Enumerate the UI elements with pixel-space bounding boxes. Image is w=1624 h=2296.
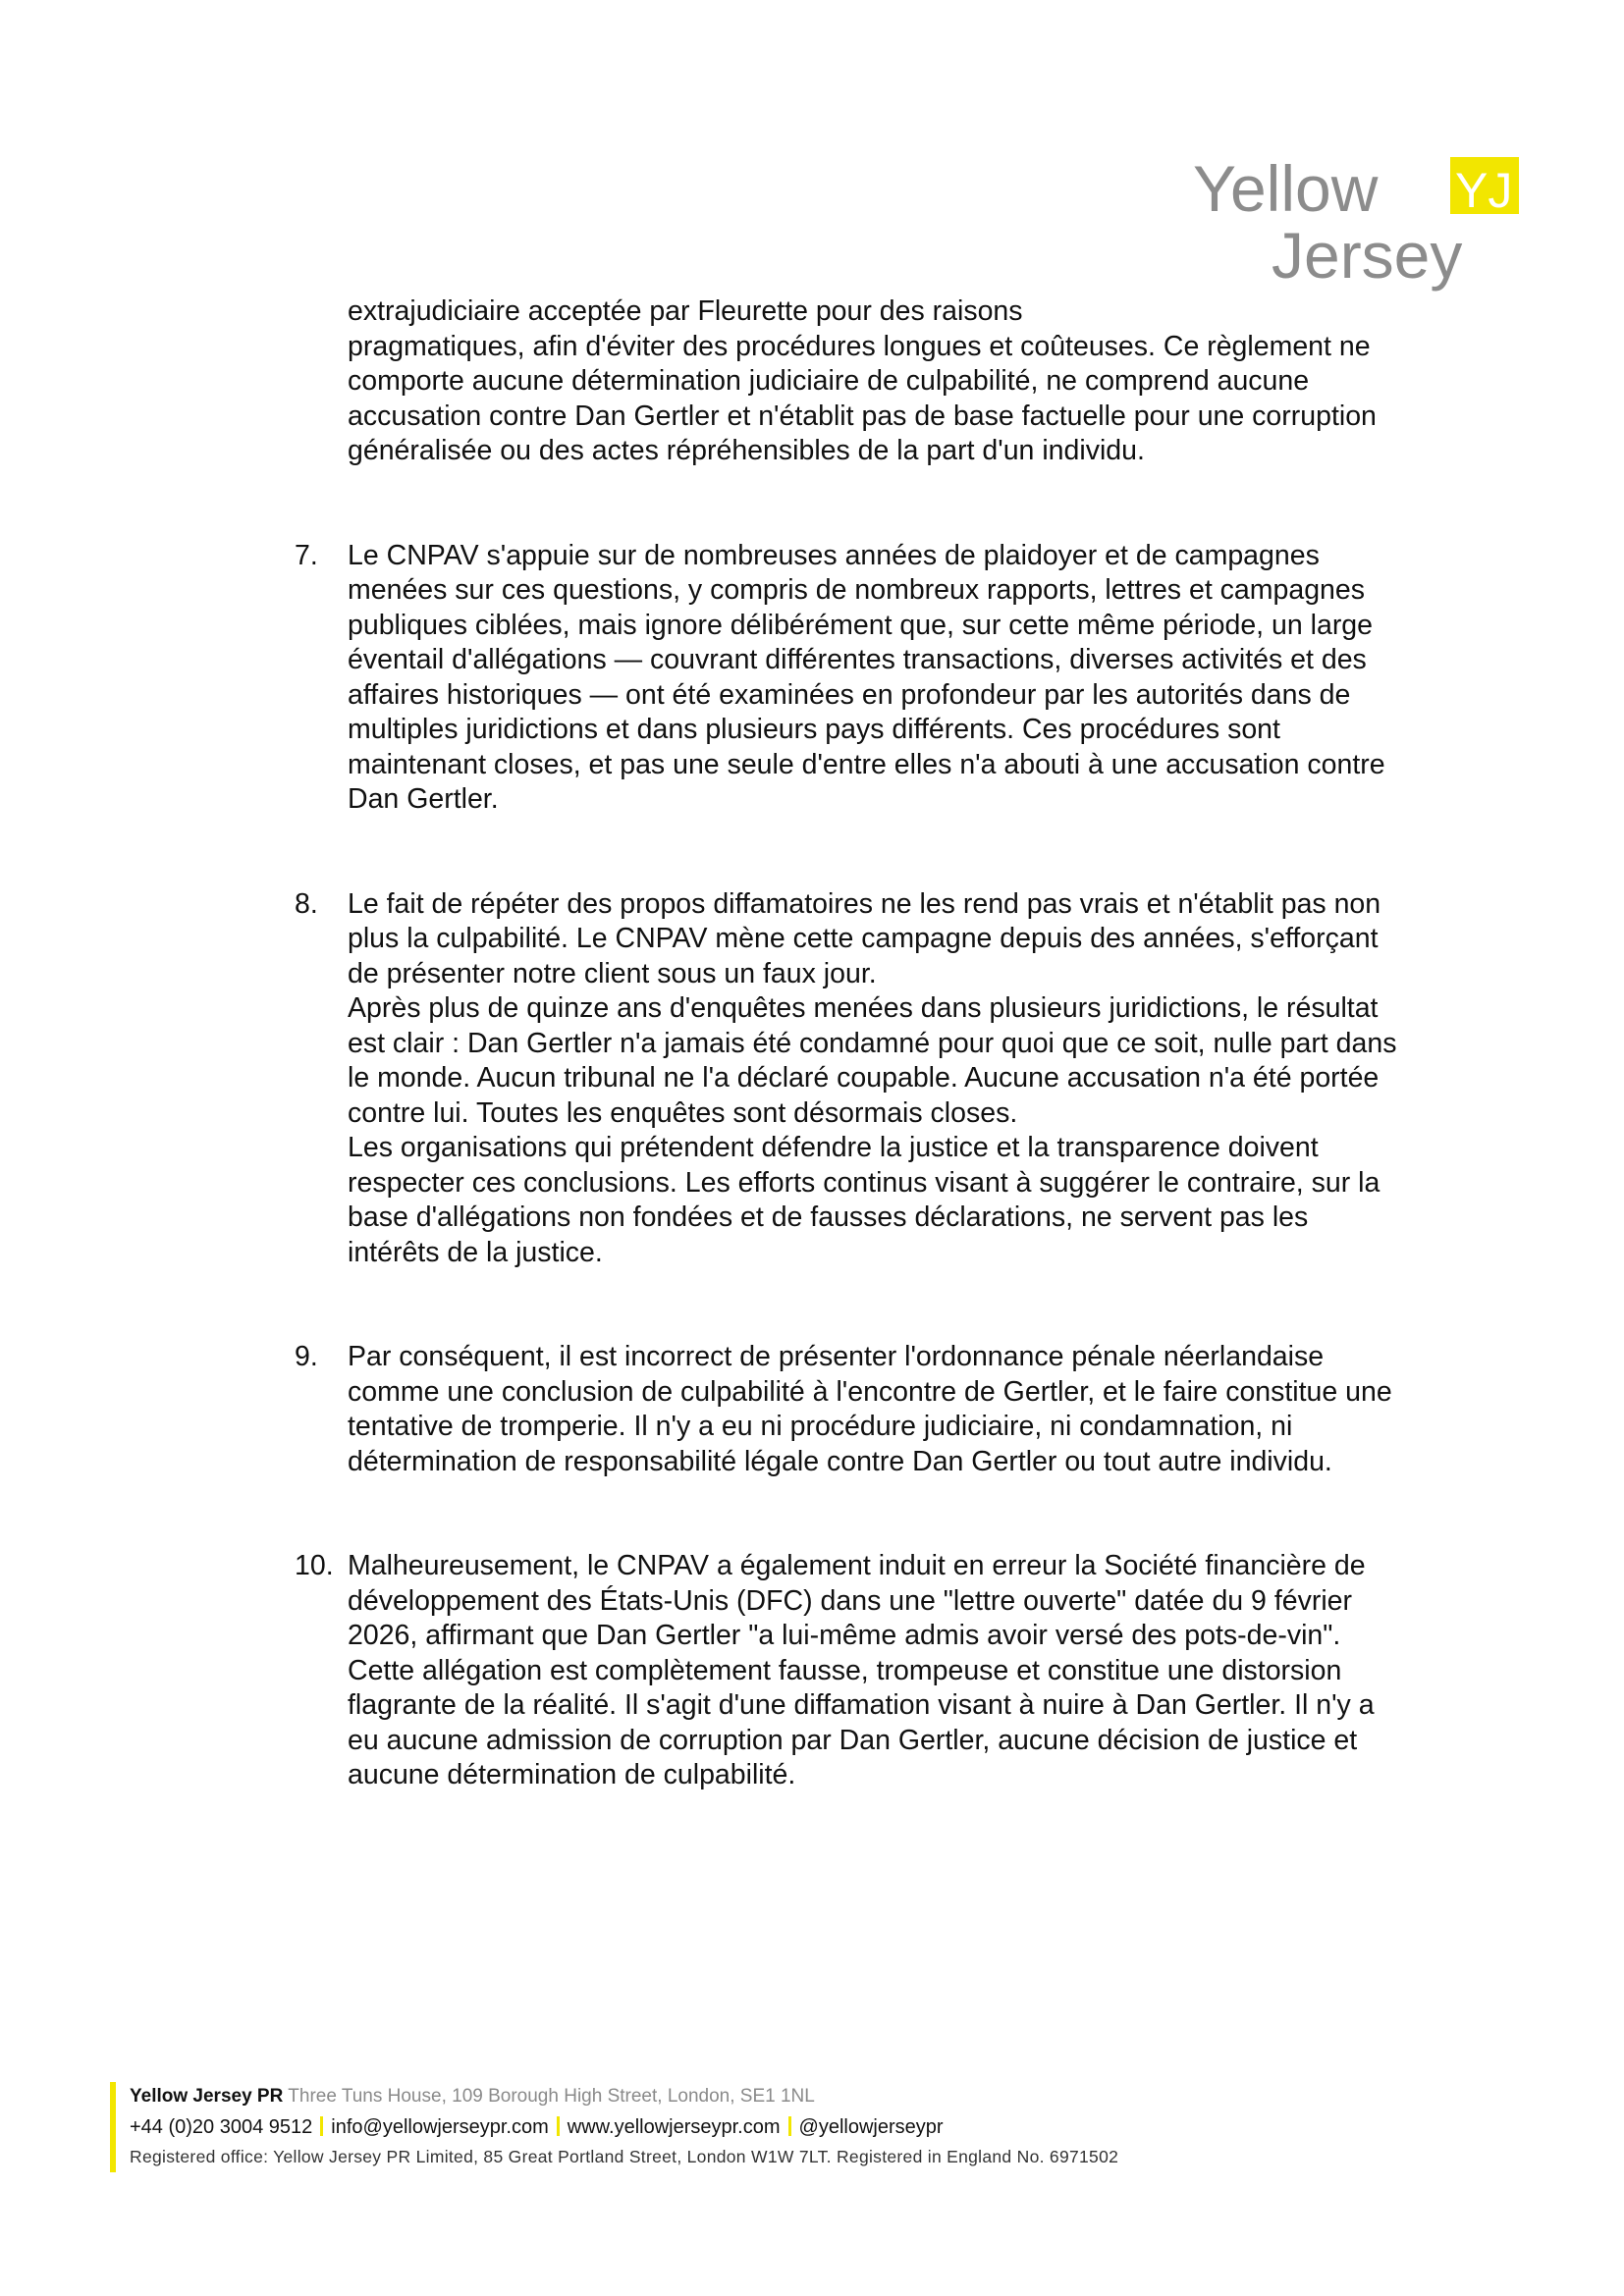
footer-social[interactable]: @yellowjerseypr (798, 2116, 944, 2138)
logo-word-jersey: Jersey (1272, 219, 1463, 292)
list-item-8 (295, 887, 1404, 1271)
item-paragraph: Après plus de quinze ans d'enquêtes menées dans plusieurs juridictions, le résultat est clair : Dan Gertler n'a jamais été condamné pour quoi que ce soit, nulle part dans le monde. Aucun tribunal ne l'a déclaré coupable. Aucune accusation n'a été portée contre lui. Toutes les enquêtes sont désormais closes. (348, 992, 1397, 1129)
footer-address: Three Tuns House, 109 Borough High Street, London, SE1 1NL (288, 2086, 815, 2107)
item-paragraph: Par conséquent, il est incorrect de présenter l'ordonnance pénale néerlandaise comme une conclusion de culpabilité à l'encontre de Gertler, et le faire constitue une tentative de tromperie. Il n'y a eu ni procédure judiciaire, ni condamnation, ni détermination de responsabilité légale contre Dan Gertler ou tout autre individu. (348, 1341, 1392, 1477)
footer-company: Yellow Jersey PR (130, 2086, 284, 2107)
logo-word-yellow: Yellow (1193, 152, 1379, 225)
footer-address-line (130, 2086, 815, 2108)
logo-mark-yj: YJ (1455, 163, 1513, 218)
footer-separator (557, 2116, 560, 2136)
list-item-7 (295, 539, 1404, 818)
item-body (348, 539, 1404, 818)
footer-contact-line (130, 2116, 944, 2139)
item-body (348, 887, 1404, 1271)
list-item-9 (295, 1340, 1404, 1479)
item-paragraph: Le CNPAV s'appuie sur de nombreuses années de plaidoyer et de campagnes menées sur ces questions, y compris de nombreux rapports, lettres et campagnes publiques ciblées, mais ignore délibérément que, sur cette même période, un large éventail d'allégations — couvrant différentes transactions, diverses activités et des affaires historiques — ont été examinées en profondeur par les autorités dans de multiples juridictions et dans plusieurs pays différents. Ces procédures sont maintenant closes, et pas une seule d'entre elles n'a abouti à une accusation contre Dan Gertler. (348, 539, 1385, 815)
item-body (348, 1340, 1404, 1479)
item-body (348, 1549, 1404, 1793)
item-number: 9. (295, 1341, 318, 1372)
item-number: 10. (295, 1550, 334, 1581)
yellow-jersey-logo (1193, 152, 1546, 314)
item-number: 8. (295, 887, 318, 920)
continued-line-1: extrajudiciaire acceptée par Fleurette pour des raisons (348, 295, 1023, 327)
footer-separator (320, 2116, 323, 2136)
document-body (295, 294, 1404, 1793)
continued-paragraph (348, 294, 1404, 469)
footer-phone: +44 (0)20 3004 9512 (130, 2116, 313, 2138)
item-paragraph: Le fait de répéter des propos diffamatoires ne les rend pas vrais et n'établit pas non plus la culpabilité. Le CNPAV mène cette campagne depuis des années, s'efforçant de présenter notre client sous un faux jour. (348, 887, 1381, 989)
page-footer (110, 2082, 1386, 2172)
footer-email[interactable]: info@yellowjerseypr.com (331, 2116, 549, 2138)
item-number: 7. (295, 539, 318, 571)
item-paragraph: Malheureusement, le CNPAV a également induit en erreur la Société financière de développement des États-Unis (DFC) dans une "lettre ouverte" datée du 9 février 2026, affirmant que Dan Gertler "a lui-même admis avoir versé des pots-de-vin". Cette allégation est complètement fausse, trompeuse et constitue une distorsion flagrante de la réalité. Il s'agit d'une diffamation visant à nuire à Dan Gertler. Il n'y a eu aucune admission de corruption par Dan Gertler, aucune décision de justice et aucune détermination de culpabilité. (348, 1550, 1375, 1790)
footer-separator (788, 2116, 791, 2136)
item-paragraph: Les organisations qui prétendent défendre la justice et la transparence doivent respecter ces conclusions. Les efforts continus visant à suggérer le contraire, sur la base d'allégations non fondées et de fausses déclarations, ne servent pas les intérêts de la justice. (348, 1132, 1380, 1268)
footer-accent-bar (110, 2082, 116, 2172)
list-item-10 (295, 1549, 1404, 1793)
footer-website[interactable]: www.yellowjerseypr.com (567, 2116, 781, 2138)
continued-text: pragmatiques, afin d'éviter des procédures longues et coûteuses. Ce règlement ne comporte aucune détermination judiciaire de culpabilité, ne comprend aucune accusation contre Dan Gertler et n'établit pas de base factuelle pour une corruption généralisée ou des actes répréhensibles de la part d'un individu. (348, 330, 1377, 466)
footer-registered-line: Registered office: Yellow Jersey PR Limited, 85 Great Portland Street, London W1W 7LT. Registered in England No. 6971502 (130, 2147, 1119, 2166)
